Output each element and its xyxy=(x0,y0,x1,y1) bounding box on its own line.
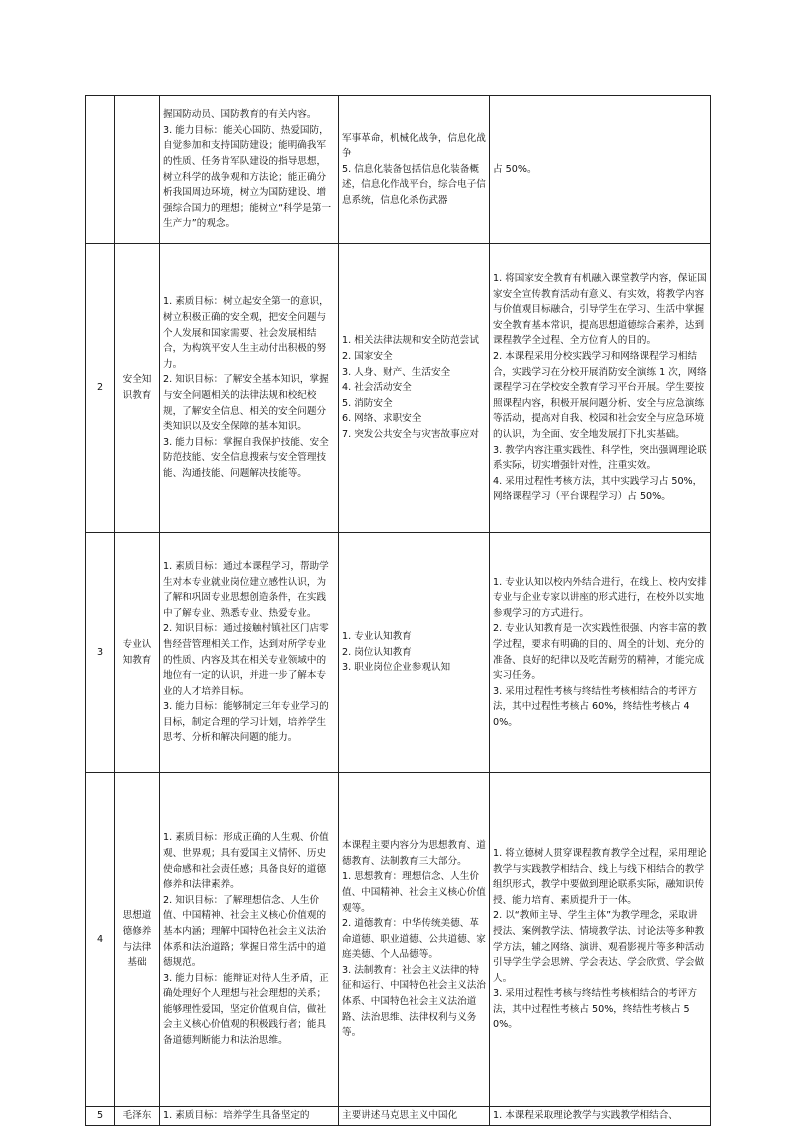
requirement-item: 1. 专业认知以校内外结合进行，在线上、校内安排专业与企业专家以讲座的形式进行，在校外以实地参观学习的方式进行。 xyxy=(493,576,707,619)
content-item: 5. 消防安全 xyxy=(342,397,393,409)
table-row xyxy=(86,1107,711,1126)
content-item: 本课程主要内容分为思想教育、道德教育、法制教育三大部分。 xyxy=(342,840,486,867)
course-name: 毛泽东 xyxy=(115,1107,160,1126)
content-item: 主要讲述马克思主义中国化 xyxy=(342,1110,458,1122)
table-row xyxy=(86,96,711,244)
requirement-item: 1. 本课程采取理论教学与实践教学相结合、 xyxy=(493,1110,678,1122)
requirement-item: 3. 采用过程性考核与终结性考核相结合的考评方法，其中过程性考核占 50%，终结性考核占 50%。 xyxy=(493,988,698,1031)
objective-item: 3. 能力目标：能够制定三年专业学习的目标，制定合理的学习计划，培养学生思考、分析和解决问题的能力。 xyxy=(163,701,329,744)
course-number: 2 xyxy=(86,244,115,533)
teaching-requirements xyxy=(490,96,711,244)
content-item: 1. 相关法律法规和安全防范尝试 xyxy=(342,335,479,347)
teaching-requirements xyxy=(490,533,711,773)
course-number: 4 xyxy=(86,773,115,1107)
course-objectives xyxy=(160,244,339,533)
course-name xyxy=(115,96,160,244)
course-name: 安全知识教育 xyxy=(115,244,160,533)
course-objectives xyxy=(160,773,339,1107)
objective-item: 3. 能力目标：掌握自我保护技能、安全防范技能、安全信息搜索与安全管理技能、沟通技能、问题解决技能等。 xyxy=(163,436,329,479)
objective-item: 3. 能力目标：能关心国防、热爱国防，自觉参加和支持国防建设；能明确我军的性质、任务肯军队建设的指导思想，树立科学的战争观和方法论；能正确分析我国周边环境，树立为国防建设、增强综合国力的理想；能树立“科学是第一生产力”的观念。 xyxy=(163,124,332,230)
content-item: 1. 专业认知教育 xyxy=(342,631,412,643)
content-item: 5. 信息化装备包括信息化装备概述，信息化作战平台，综合电子信息系统，信息化杀伤武器 xyxy=(342,163,486,206)
requirement-item: 3. 采用过程性考核与终结性考核相结合的考评方法，其中过程性考核占 60%，终结性考核占 40%。 xyxy=(493,685,698,728)
content-item: 3. 人身、财产、生活安全 xyxy=(342,366,451,378)
course-number: 5 xyxy=(86,1107,115,1126)
objective-item: 3. 能力目标：能辩证对待人生矛盾，正确处理好个人理想与社会理想的关系；能够理性爱国，坚定价值观自信，做社会主义核心价值观的积极践行者；能具备道德判断能力和法治思维。 xyxy=(163,972,329,1047)
objective-item: 握国防动员、国防教育的有关内容。 xyxy=(163,109,317,121)
teaching-requirements xyxy=(490,773,711,1107)
objective-item: 1. 素质目标：树立起安全第一的意识，树立积极正确的安全观，把安全问题与个人发展和国家需要、社会发展相结合，为构筑平安人生主动付出积极的努力。 xyxy=(163,296,329,370)
content-item: 3. 职业岗位企业参观认知 xyxy=(342,662,451,674)
content-item: 2. 国家安全 xyxy=(342,351,393,363)
course-objectives xyxy=(160,96,339,244)
objective-item: 1. 素质目标：通过本课程学习，帮助学生对本专业就业岗位建立感性认识，为了解和巩固专业思想创造条件，在实践中了解专业、熟悉专业、热爱专业。 xyxy=(163,560,329,619)
requirement-item: 2. 以“教师主导、学生主体”为教学理念，采取讲授法、案例教学法、情境教学法、讨论法等多种教学方法，辅之网络、演讲、观看影视片等多种活动引导学生学会思辨、学会表达、学会欣赏、学会做人。 xyxy=(493,910,705,984)
course-name: 专业认知教育 xyxy=(115,533,160,773)
objective-item: 1. 素质目标：形成正确的人生观、价值观、世界观；具有爱国主义情怀、历史使命感和社会责任感；具备良好的道德修养和法律素养。 xyxy=(163,832,329,891)
requirement-item: 1. 将国家安全教育有机融入课堂教学内容，保证国家安全宣传教育活动有意义、有实效，将教学内容与价值观目标融合，引导学生在学习、生活中掌握安全教育基本常识，提高思想道德综合素养，达到课程教学全过程、全方位育人的目的。 xyxy=(493,273,707,347)
content-item: 7. 突发公共安全与灾害故事应对 xyxy=(342,428,479,440)
course-objectives xyxy=(160,533,339,773)
objective-item: 2. 知识目标：了解理想信念、人生价值、中国精神、社会主义核心价值观的基本内涵；理解中国特色社会主义法治体系和法治道路；掌握日常生活中的道德规范。 xyxy=(163,894,327,969)
requirement-item: 2. 专业认知教育是一次实践性很强、内容丰富的教学过程，要求有明确的目的、周全的计划、充分的准备、良好的纪律以及吃苦耐劳的精神，才能完成实习任务。 xyxy=(493,623,707,682)
course-objectives xyxy=(160,1107,339,1126)
course-content xyxy=(339,244,490,533)
course-content xyxy=(339,773,490,1107)
content-item: 6. 网络、求职安全 xyxy=(342,413,422,425)
content-item: 3. 法制教育：社会主义法律的特征和运行、中国特色社会主义法治体系、中国特色社会主义法治道路、法治思维、法律权利与义务等。 xyxy=(342,964,486,1039)
requirement-item: 3. 教学内容注重实践性、科学性，突出强调理论联系实际，切实增强针对性，注重实效。 xyxy=(493,444,707,472)
content-item: 军事革命，机械化战争，信息化战争 xyxy=(342,132,486,160)
table-row xyxy=(86,244,711,533)
course-content xyxy=(339,533,490,773)
course-name: 思想道德修养与法律基础 xyxy=(115,773,160,1107)
objective-item: 2. 知识目标：了解安全基本知识，掌握与安全问题相关的法律法规和校纪校规，了解安全信息、相关的安全问题分类知识以及安全保障的基本知识。 xyxy=(163,374,329,433)
content-item: 4. 社会活动安全 xyxy=(342,382,412,394)
table-row xyxy=(86,533,711,773)
content-item: 2. 岗位认知教育 xyxy=(342,646,412,658)
curriculum-table xyxy=(85,95,711,1126)
requirement-item: 4. 采用过程性考核方法，其中实践学习占 50%，网络课程学习（平台课程学习）占 50%。 xyxy=(493,475,703,503)
content-item: 1. 思想教育：理想信念、人生价值、中国精神、社会主义核心价值观等。 xyxy=(342,871,486,914)
objective-item: 2. 知识目标：通过接触村镇社区门店零售经营管理相关工作，达到对所学专业的性质、内容及其在相关专业领域中的地位有一定的认识，并进一步了解本专业的人才培养目标。 xyxy=(163,623,329,697)
course-number xyxy=(86,96,115,244)
objective-item: 1. 素质目标：培养学生具备坚定的 xyxy=(163,1110,310,1122)
requirement-item: 占 50%。 xyxy=(493,163,537,175)
content-item: 2. 道德教育：中华传统美德、革命道德、职业道德、公共道德、家庭美德、个人品德等。 xyxy=(342,918,486,961)
requirement-item: 2. 本课程采用分校实践学习和网络课程学习相结合，实践学习在分校开展消防安全演练 1 次，网络课程学习在学校安全教育学习平台开展。学生要按照课程内容，积极开展问题分析、安全与应急演练等活动，提高对自我、校园和社会安全与应急环境的认识，为全面、安全地发展打下扎实基础。 xyxy=(493,351,707,440)
course-content xyxy=(339,96,490,244)
course-content xyxy=(339,1107,490,1126)
table-row xyxy=(86,773,711,1107)
requirement-item: 1. 将立德树人贯穿课程教育教学全过程，采用理论教学与实践教学相结合、线上与线下相结合的教学组织形式，教学中要做到理论联系实际，融知识传授、能力培育、素质提升于一体。 xyxy=(493,847,707,906)
teaching-requirements xyxy=(490,244,711,533)
course-number: 3 xyxy=(86,533,115,773)
teaching-requirements xyxy=(490,1107,711,1126)
